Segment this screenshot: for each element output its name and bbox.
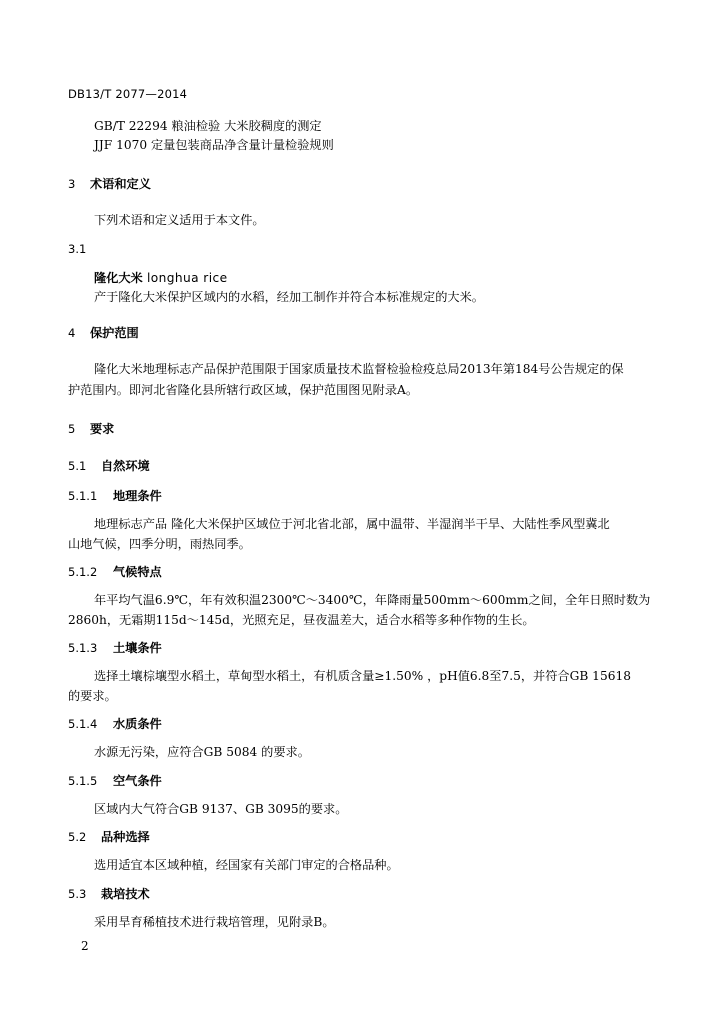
subsection-title: 气候特点 bbox=[113, 565, 162, 579]
paragraph: 采用旱育稀植技术进行栽培管理，见附录B。 bbox=[94, 915, 335, 929]
subsection-title: 土壤条件 bbox=[113, 641, 162, 655]
paragraph-line: 隆化大米地理标志产品保护范围限于国家质量技术监督检验检疫总局2013年第184号公告规定的保 bbox=[94, 362, 624, 376]
subsection-number: 5.2 bbox=[68, 830, 87, 844]
subsection-number: 5.1.5 bbox=[68, 774, 98, 788]
reference-line: GB/T 22294 粮油检验 大米胶稠度的测定 bbox=[94, 119, 322, 133]
subsection-title: 地理条件 bbox=[113, 489, 162, 503]
section-number: 5 bbox=[68, 422, 76, 436]
paragraph: 区域内大气符合GB 9137、GB 3095的要求。 bbox=[94, 802, 348, 816]
document-code: DB13/T 2077—2014 bbox=[68, 87, 188, 101]
subsection-title: 品种选择 bbox=[101, 830, 150, 844]
subsection-heading bbox=[68, 716, 162, 732]
paragraph-line: 的要求。 bbox=[68, 689, 117, 703]
subsection-heading bbox=[68, 640, 162, 656]
term-english: longhua rice bbox=[147, 271, 228, 285]
paragraph: 选用适宜本区域种植，经国家有关部门审定的合格品种。 bbox=[94, 858, 399, 872]
subsection-heading bbox=[68, 886, 150, 902]
page-number: 2 bbox=[81, 939, 89, 953]
term-title bbox=[94, 270, 228, 286]
section-heading bbox=[68, 176, 151, 192]
subsection-heading bbox=[68, 458, 150, 474]
subsection-number: 5.1.3 bbox=[68, 641, 98, 655]
reference-line: JJF 1070 定量包装商品净含量计量检验规则 bbox=[94, 138, 334, 152]
section-title: 要求 bbox=[90, 422, 115, 436]
term-definition: 产于隆化大米保护区域内的水稻，经加工制作并符合本标准规定的大米。 bbox=[94, 290, 484, 304]
subsection-number: 5.3 bbox=[68, 887, 87, 901]
subsection-title: 栽培技术 bbox=[101, 887, 150, 901]
term-number: 3.1 bbox=[68, 242, 87, 256]
subsection-heading bbox=[68, 564, 162, 580]
paragraph: 水源无污染，应符合GB 5084 的要求。 bbox=[94, 745, 310, 759]
paragraph-line: 山地气候，四季分明，雨热同季。 bbox=[68, 537, 251, 551]
section-title: 保护范围 bbox=[90, 326, 139, 340]
paragraph-line: 地理标志产品 隆化大米保护区域位于河北省北部，属中温带、半湿润半干旱、大陆性季风型冀北 bbox=[94, 517, 610, 531]
subsection-title: 自然环境 bbox=[101, 459, 150, 473]
subsection-number: 5.1 bbox=[68, 459, 87, 473]
term-chinese: 隆化大米 bbox=[94, 271, 143, 285]
subsection-heading bbox=[68, 773, 162, 789]
subsection-number: 5.1.1 bbox=[68, 489, 98, 503]
section-title: 术语和定义 bbox=[90, 177, 151, 191]
paragraph-line: 护范围内。即河北省隆化县所辖行政区域，保护范围图见附录A。 bbox=[68, 383, 419, 397]
paragraph-line: 选择土壤棕壤型水稻土，草甸型水稻土，有机质含量≥1.50% ，pH值6.8至7.5，并符合GB 15618 bbox=[94, 669, 631, 683]
section-heading bbox=[68, 421, 114, 437]
paragraph-line: 年平均气温6.9℃，年有效积温2300℃～3400℃，年降雨量500mm～600mm之间，全年日照时数为 bbox=[94, 593, 651, 607]
subsection-title: 空气条件 bbox=[113, 774, 162, 788]
paragraph: 下列术语和定义适用于本文件。 bbox=[94, 213, 265, 227]
subsection-number: 5.1.4 bbox=[68, 717, 98, 731]
subsection-title: 水质条件 bbox=[113, 717, 162, 731]
subsection-heading bbox=[68, 829, 150, 845]
section-number: 4 bbox=[68, 326, 76, 340]
paragraph-line: 2860h，无霜期115d～145d，光照充足，昼夜温差大，适合水稻等多种作物的生长。 bbox=[68, 613, 535, 627]
subsection-number: 5.1.2 bbox=[68, 565, 98, 579]
subsection-heading bbox=[68, 488, 162, 504]
section-heading bbox=[68, 325, 139, 341]
section-number: 3 bbox=[68, 177, 76, 191]
